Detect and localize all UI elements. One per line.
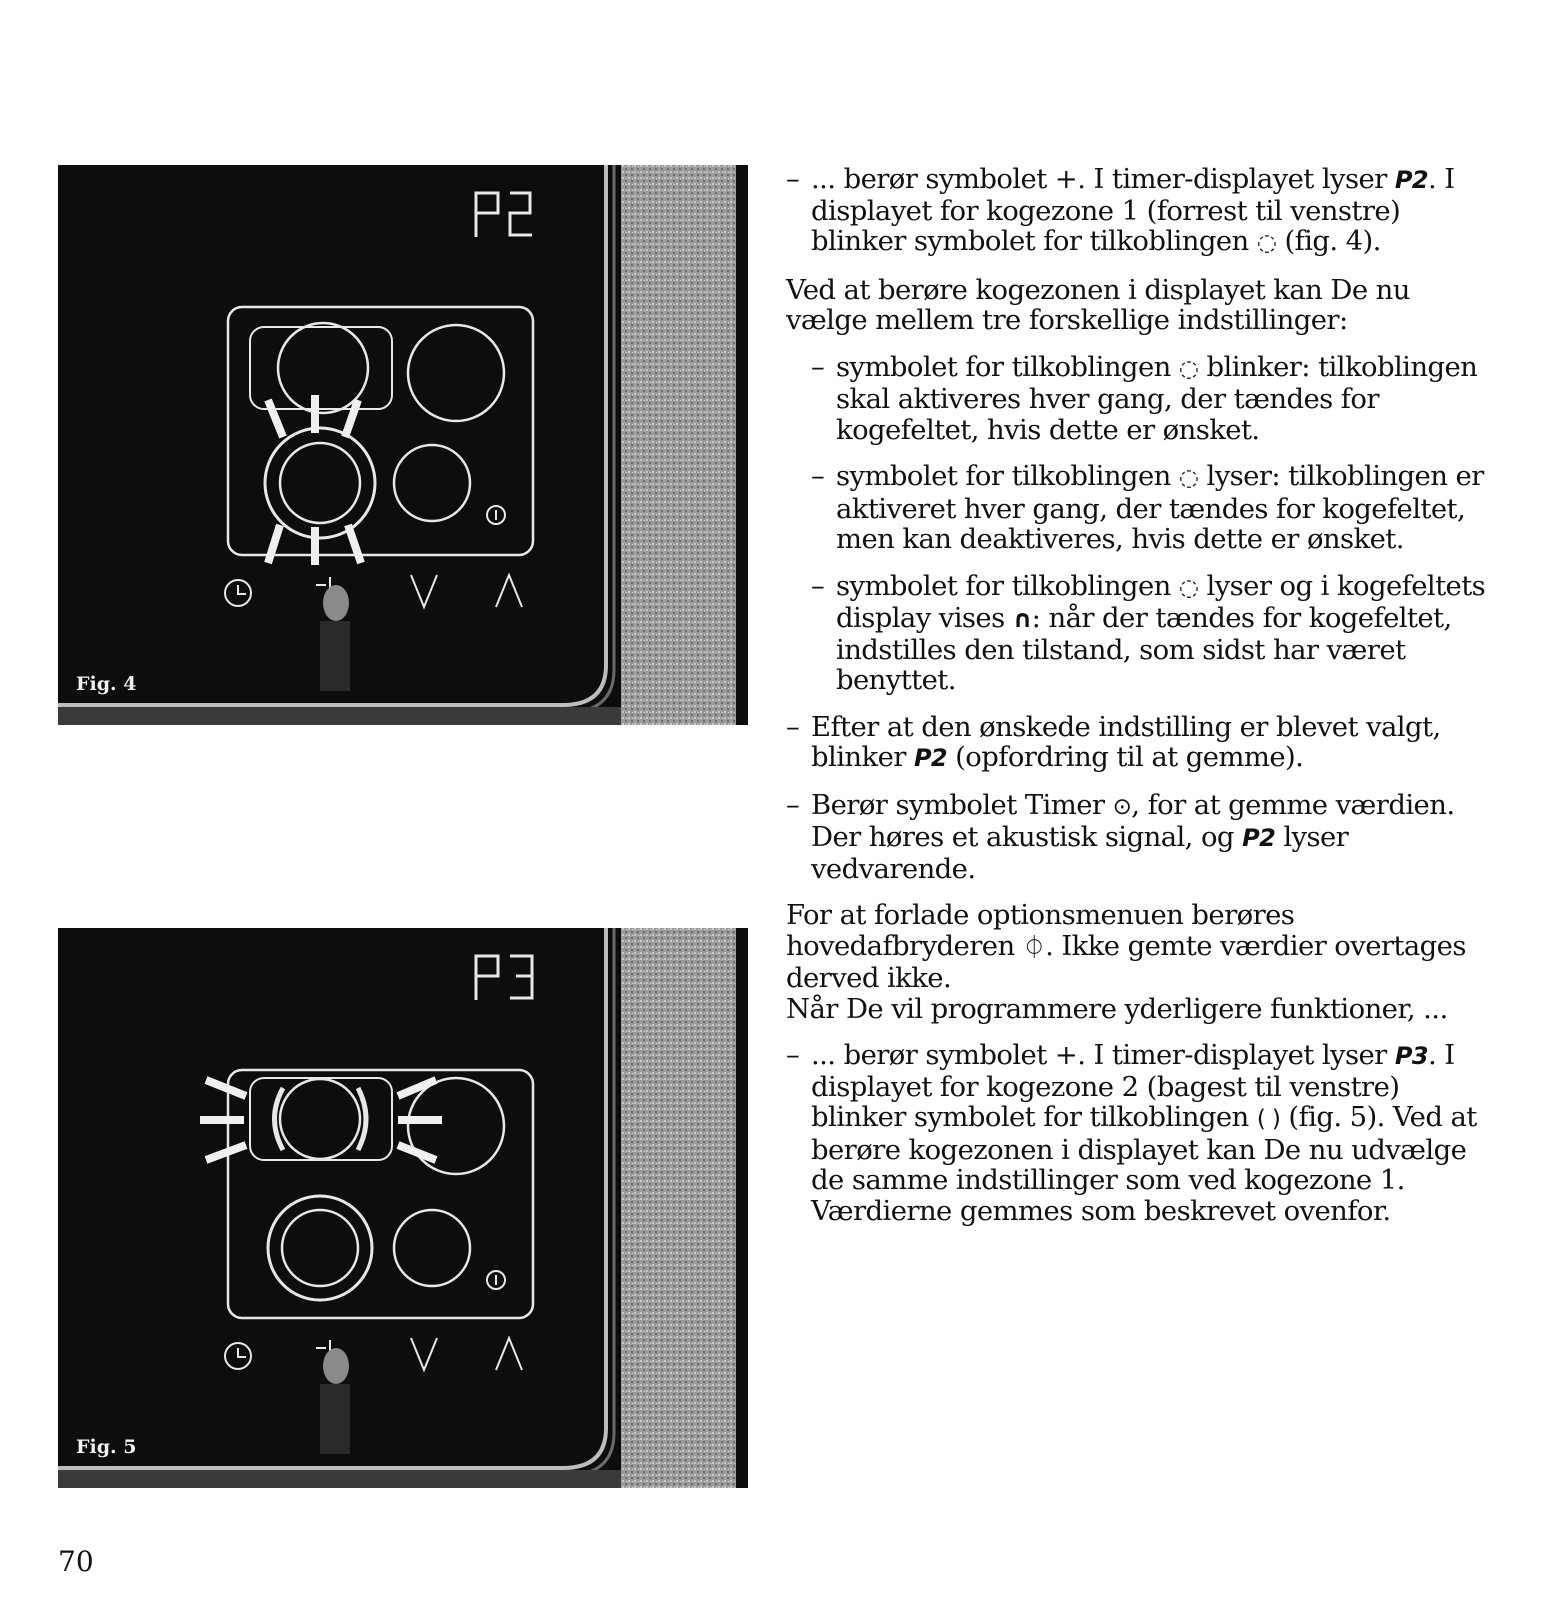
cooktop-panel-illustration: [58, 165, 748, 725]
figure-caption: Fig. 5: [76, 1436, 137, 1458]
segment-display-glyph: P2: [1394, 166, 1428, 194]
connection-symbol-icon: ◌: [1178, 355, 1199, 382]
paragraph: For at forlade optionsmenuen berøres hovedafbryderen ⏀. Ikke gemte værdier overtages derved ikke.: [786, 899, 1466, 994]
paragraph: Når De vil programmere yderligere funktioner, ...: [786, 992, 1448, 1025]
list-item: – ... berør symbolet +. I timer-displayet lyser P2. I displayet for kogezone 1 (forrest til venstre) blinker symbolet for tilkoblingen ◌ (fig. 4).: [786, 163, 1455, 257]
segment-display-glyph: ∩: [1012, 605, 1032, 633]
list-item: – symbolet for tilkoblingen ◌ blinker: tilkoblingen skal aktiveres hver gang, der tændes for kogefeltet, hvis dette er ønsket.: [811, 350, 1478, 446]
list-item: – ... berør symbolet +. I timer-displayet lyser P3. I displayet for kogezone 2 (bagest til venstre) blinker symbolet for tilkoblingen ( ) (fig. 5). Ved at berøre kogezonen i displayet kan De nu udvælge de samme indstillinger som ved kogezone 1. Værdierne gemmes som beskrevet ovenfor.: [786, 1039, 1477, 1227]
list-item: – symbolet for tilkoblingen ◌ lyser: tilkoblingen er aktiveret hver gang, der tændes for kogefeltet, men kan deaktiveres, hvis dette er ønsket.: [811, 460, 1484, 555]
connection-symbol-icon: ◌: [1178, 574, 1199, 601]
segment-display-glyph: P2: [913, 744, 948, 772]
connection-symbol-icon: ( ): [1256, 1106, 1281, 1132]
page-number: 70: [58, 1545, 94, 1578]
list-item: – symbolet for tilkoblingen ◌ lyser og i kogefeltets display vises ∩: når der tændes for kogefeltet, indstilles den tilstand, som sidst har været benyttet.: [811, 569, 1486, 696]
list-item: – Efter at den ønskede indstilling er blevet valgt, blinker P2 (opfordring til at gemme).: [786, 710, 1441, 773]
connection-symbol-icon: ◌: [1178, 465, 1199, 491]
figure-4: [58, 165, 748, 725]
figure-caption: Fig. 4: [76, 673, 137, 695]
connection-symbol-icon: ◌: [1256, 230, 1277, 256]
segment-display-glyph: P2: [1242, 824, 1276, 852]
figure-5: [58, 928, 748, 1488]
cooktop-panel-illustration: [58, 928, 748, 1488]
power-icon: ⏀: [1022, 934, 1046, 961]
clock-icon: ⊙: [1112, 793, 1132, 820]
paragraph: Ved at berøre kogezonen i displayet kan De nu vælge mellem tre forskellige indstillinger:: [786, 273, 1410, 336]
instruction-text: [786, 164, 1486, 1242]
list-item: – Berør symbolet Timer ⊙, for at gemme værdien. Der høres et akustisk signal, og P2 lyser vedvarende.: [786, 788, 1455, 885]
segment-display-glyph: P3: [1394, 1042, 1428, 1070]
